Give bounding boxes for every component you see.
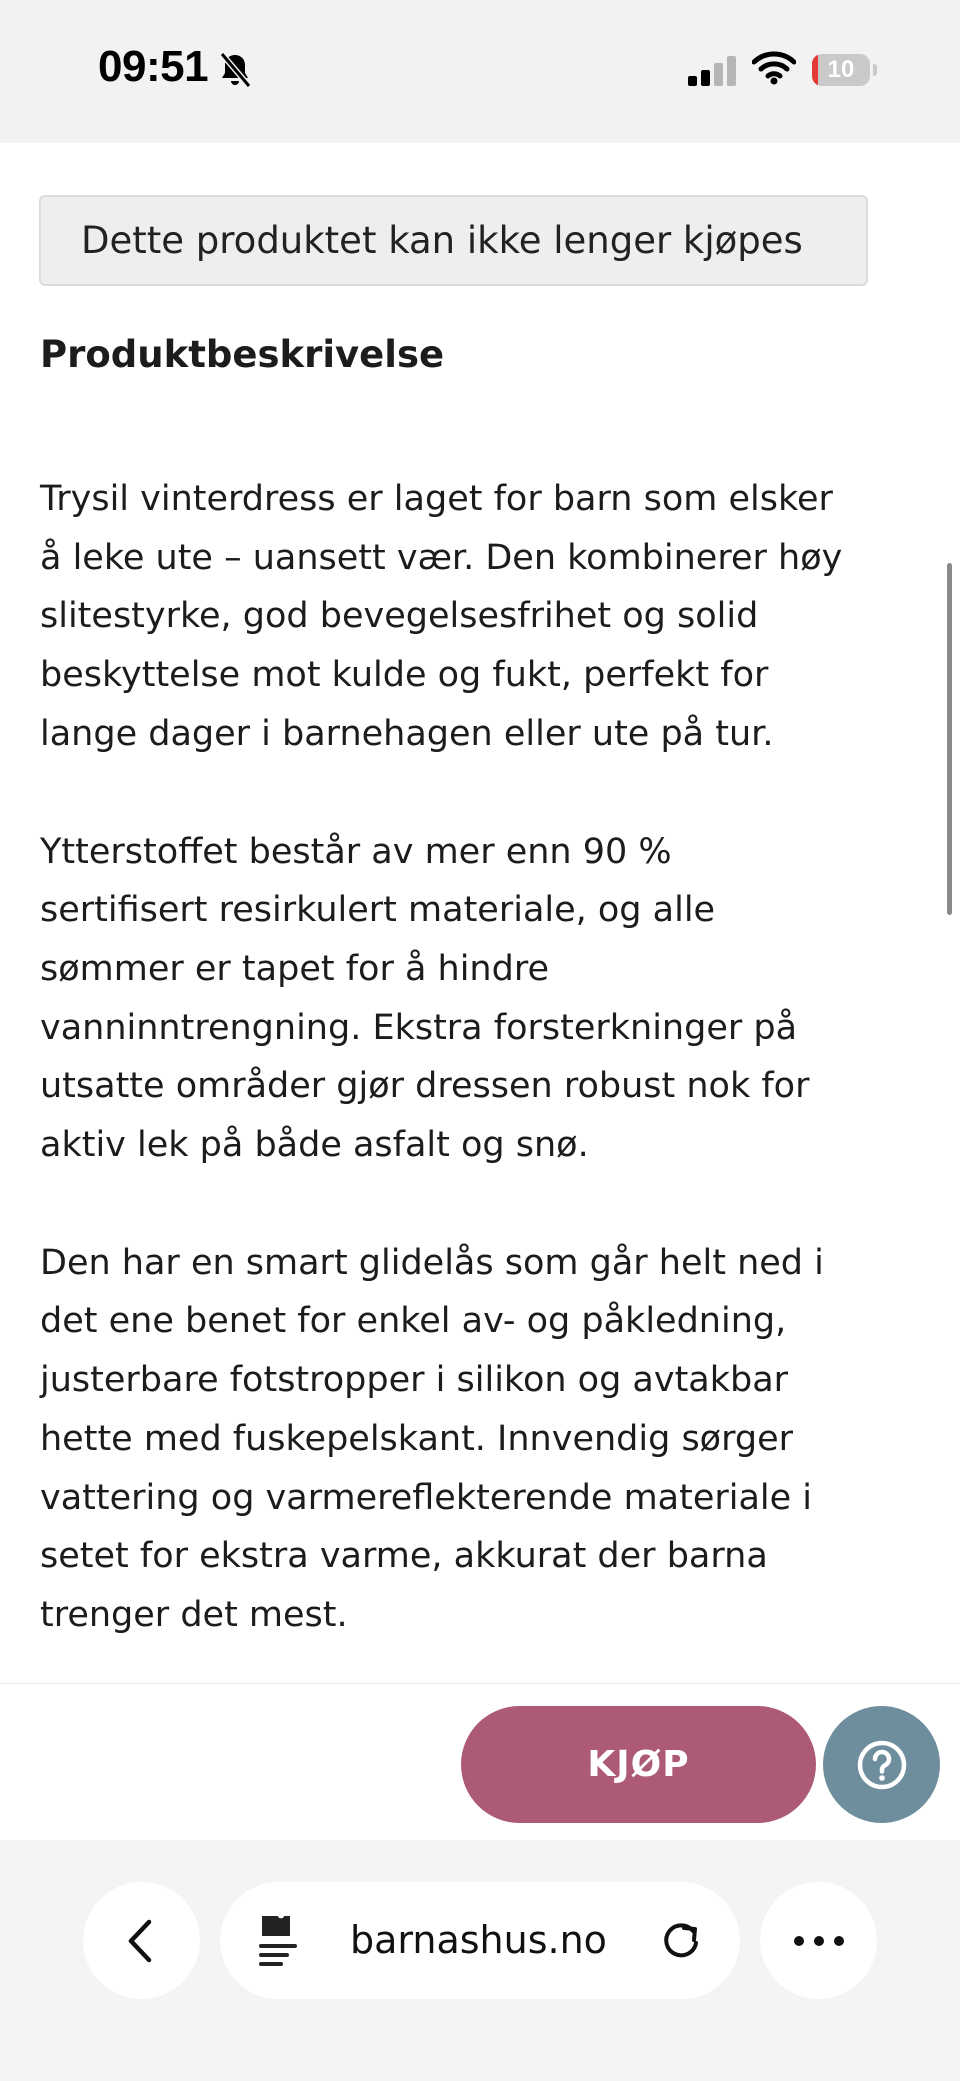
description-paragraph [40, 1234, 920, 1645]
description-line: aktiv lek på både asfalt og snø. [40, 1125, 589, 1166]
description-line: vanninntrengning. Ekstra forsterkninger på [40, 1007, 798, 1048]
reader-mode-icon[interactable] [256, 1912, 300, 1970]
section-heading: Produktbeskrivelse [40, 333, 445, 376]
signal-icon [688, 56, 738, 86]
back-chevron-icon [121, 1918, 161, 1964]
unavailable-notice: Dette produktet kan ikke lenger kjøpes [39, 195, 868, 286]
more-button[interactable] [760, 1882, 877, 1999]
product-description [40, 470, 920, 1704]
description-line: beskyttelse mot kulde og fukt, perfekt for [40, 655, 769, 696]
description-line: Ytterstoffet består av mer enn 90 % [40, 831, 672, 872]
wifi-icon [752, 51, 796, 85]
address-bar[interactable] [220, 1882, 740, 1999]
url-text[interactable]: barnashus.no [350, 1918, 607, 1962]
description-line: sertifisert resirkulert materiale, og alle [40, 890, 716, 931]
status-time: 09:51 [98, 42, 209, 91]
back-button[interactable] [83, 1882, 200, 1999]
help-button[interactable] [823, 1706, 940, 1823]
battery-level: 10 [827, 56, 855, 83]
description-line: Trysil vinterdress er laget for barn som elsker [40, 479, 833, 519]
description-paragraph [40, 823, 920, 1175]
bell-muted-icon [218, 52, 252, 88]
action-divider [0, 1683, 960, 1684]
question-mark-icon [856, 1739, 908, 1791]
more-icon [790, 1932, 848, 1950]
buy-button[interactable]: KJØP [461, 1706, 816, 1823]
battery-icon [812, 54, 878, 86]
description-line: setet for ekstra varme, akkurat der barna [40, 1536, 768, 1577]
description-line: utsatte områder gjør dressen robust nok for [40, 1066, 810, 1107]
description-line: å leke ute – uansett vær. Den kombinerer høy [40, 537, 843, 578]
reload-icon[interactable] [660, 1920, 702, 1962]
description-line: vattering og varmereflekterende materiale i [40, 1477, 813, 1518]
status-bar [0, 0, 960, 143]
battery-body [812, 54, 870, 86]
description-line: trenger det mest. [40, 1594, 348, 1635]
description-line: sømmer er tapet for å hindre [40, 948, 549, 989]
description-line: slitestyrke, god bevegelsesfrihet og solid [40, 596, 759, 637]
description-line: det ene benet for enkel av- og påkledning, [40, 1301, 787, 1342]
scroll-indicator[interactable] [947, 563, 952, 915]
battery-cap [873, 64, 877, 76]
description-paragraph [40, 470, 920, 764]
description-line: justerbare fotstropper i silikon og avtakbar [40, 1360, 789, 1401]
description-line: Den har en smart glidelås som går helt ned i [40, 1242, 824, 1283]
description-line: lange dager i barnehagen eller ute på tur. [40, 713, 774, 754]
description-line: hette med fuskepelskant. Innvendig sørger [40, 1418, 794, 1459]
